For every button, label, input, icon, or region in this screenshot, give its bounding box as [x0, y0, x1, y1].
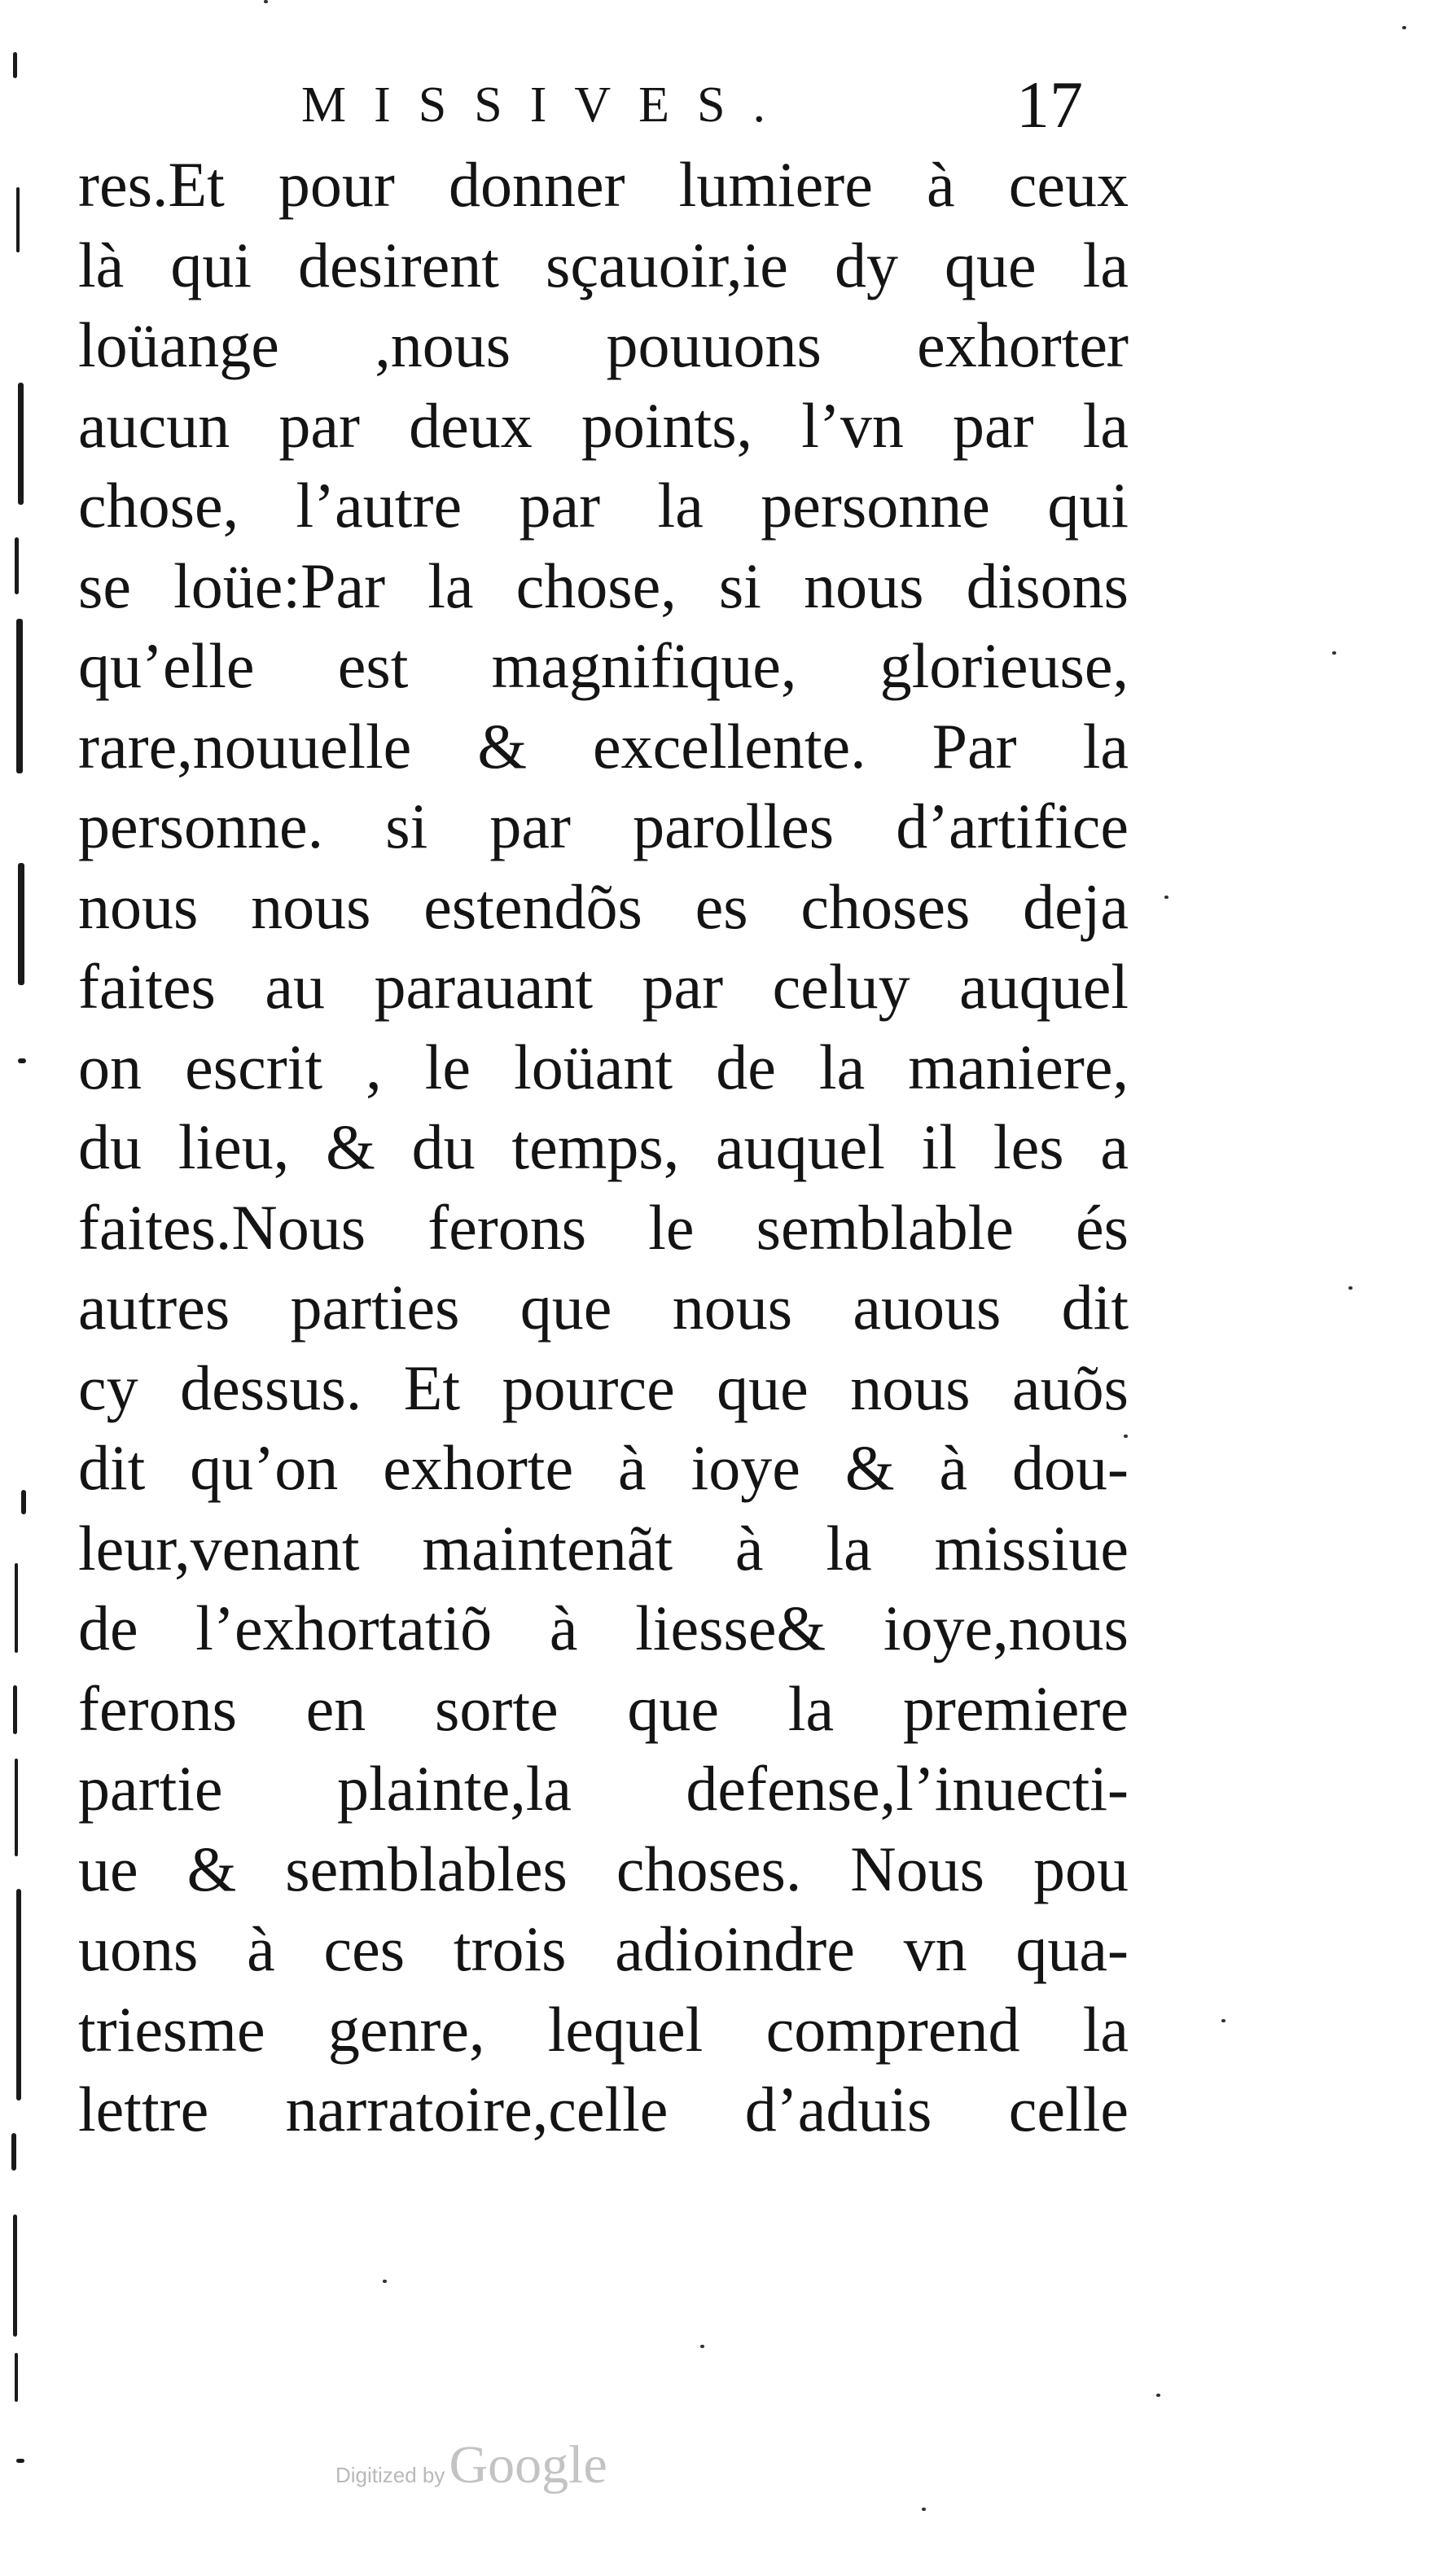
ink-speck — [383, 2280, 387, 2283]
digitized-watermark — [335, 2434, 607, 2508]
ink-speck — [1348, 1286, 1353, 1290]
text-line: du lieu, & du temps, auquel il les a — [78, 1111, 1129, 1182]
text-line: ue & semblables choses. Nous pou — [78, 1833, 1129, 1904]
text-line: faites au parauant par celuy auquel — [78, 951, 1129, 1022]
binding-mark — [16, 187, 20, 252]
ink-speck — [264, 0, 268, 3]
text-line: rare,nouuelle & excellente. Par la — [78, 710, 1129, 782]
text-line: leur,venant maintenãt à la missiue — [78, 1512, 1129, 1584]
text-line: nous nous estendõs es choses deja — [78, 870, 1129, 942]
text-line: là qui desirent sçauoir,ie dy que la — [78, 229, 1129, 300]
text-line: autres parties que nous auous dit — [78, 1272, 1129, 1343]
binding-mark — [16, 619, 23, 773]
binding-edge-marks — [0, 0, 65, 2576]
text-line: res.Et pour donner lumiere à ceux — [78, 149, 1129, 220]
text-line: aucun par deux points, l’vn par la — [78, 389, 1129, 461]
text-line: qu’elle est magnifique, glorieuse, — [78, 630, 1129, 701]
binding-mark — [15, 1563, 18, 1653]
binding-mark — [15, 1759, 18, 1856]
text-line: chose, l’autre par la personne qui — [78, 470, 1129, 541]
text-line: de l’exhortatiõ à liesse& ioye,nous — [78, 1592, 1129, 1663]
ink-speck — [700, 2345, 704, 2348]
binding-mark — [15, 2353, 18, 2402]
binding-mark — [13, 2215, 17, 2337]
ink-speck — [922, 2508, 926, 2511]
binding-mark — [13, 52, 17, 78]
ink-speck — [1402, 26, 1406, 29]
ink-speck — [1156, 2394, 1160, 2397]
body-text — [78, 145, 1129, 2150]
binding-mark — [21, 1490, 26, 1514]
text-line: partie plainte,la defense,l’inuecti- — [78, 1753, 1129, 1824]
page-number: 17 — [1016, 68, 1083, 142]
text-line: dit qu’on exhorte à ioye & à dou- — [78, 1432, 1129, 1503]
text-line: personne. si par parolles d’artifice — [78, 791, 1129, 861]
binding-mark — [18, 1058, 26, 1063]
binding-mark — [11, 2133, 16, 2171]
text-line: loüange ,nous pouuons exhorter — [78, 309, 1129, 380]
binding-mark — [18, 863, 24, 985]
binding-mark — [16, 2459, 24, 2463]
ink-speck — [1221, 2019, 1225, 2022]
text-line: cy dessus. Et pource que nous auõs — [78, 1352, 1129, 1423]
binding-mark — [13, 1685, 17, 1734]
binding-mark — [15, 537, 19, 594]
text-line: faites.Nous ferons le semblable és — [78, 1191, 1129, 1263]
text-line: uons à ces trois adioindre vn qua- — [78, 1913, 1129, 1984]
text-line: ferons en sorte que la premiere — [78, 1672, 1129, 1744]
text-line: triesme genre, lequel comprend la — [78, 1993, 1129, 2065]
ink-speck — [1332, 651, 1336, 655]
running-title: MISSIVES. — [301, 77, 794, 133]
binding-mark — [16, 1889, 21, 2101]
text-line: on escrit , le loüant de la maniere, — [78, 1031, 1129, 1102]
binding-mark — [18, 383, 24, 505]
ink-speck — [1164, 896, 1168, 899]
text-line: se loüe:Par la chose, si nous disons — [78, 550, 1129, 621]
text-line: lettre narratoire,celle d’aduis celle — [78, 2074, 1129, 2144]
running-head — [301, 68, 1083, 142]
google-logo: Google — [449, 2435, 607, 2495]
watermark-prefix: Digitized by — [335, 2463, 445, 2487]
